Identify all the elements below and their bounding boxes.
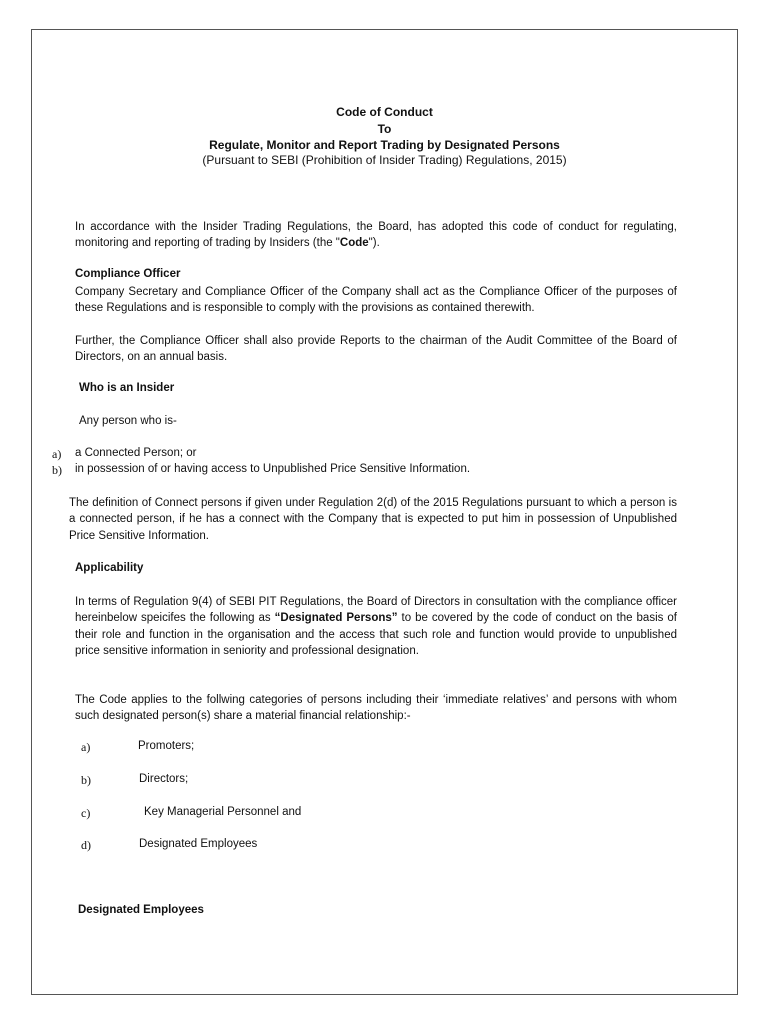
insider-item-marker: a)	[52, 447, 62, 461]
intro-bold-code: Code	[339, 237, 369, 250]
category-text: Directors;	[139, 773, 189, 785]
applicability-paragraph	[75, 594, 677, 659]
category-text: Key Managerial Personnel and	[144, 806, 302, 818]
category-marker: a)	[81, 740, 91, 754]
designated-employees-heading: Designated Employees	[78, 904, 204, 916]
doc-subtitle: (Pursuant to SEBI (Prohibition of Insider Trading) Regulations, 2015)	[202, 153, 567, 167]
designated-persons-bold: “Designated Persons”	[274, 612, 398, 625]
doc-title-line-3: Regulate, Monitor and Report Trading by Designated Persons	[209, 138, 560, 152]
compliance-officer-paragraph-1: Company Secretary and Compliance Officer of the Company shall act as the Compliance Officer of the purposes of these Regulations and is responsible to comply with the provisions as contained therewith.	[75, 286, 677, 315]
intro-text: In accordance with the Insider Trading Regulations, the Board, has adopted this code of conduct for regulating, monitoring and reporting of trading by Insiders (the "	[75, 221, 677, 250]
insider-item-text: a Connected Person; or	[75, 447, 197, 459]
category-marker: b)	[81, 773, 91, 787]
insider-heading: Who is an Insider	[79, 382, 175, 394]
insider-item-text: in possession of or having access to Unpublished Price Sensitive Information.	[75, 463, 471, 475]
doc-title-line-2: To	[377, 122, 392, 136]
category-marker: c)	[81, 806, 91, 820]
category-text: Promoters;	[138, 740, 195, 752]
insider-item-marker: b)	[52, 463, 62, 477]
intro-text-end: ").	[368, 237, 380, 250]
compliance-officer-paragraph-2: Further, the Compliance Officer shall also provide Reports to the chairman of the Audit Committee of the Board of Directors, on an annual basis.	[75, 335, 677, 364]
applicability-text: In terms of Regulation 9(4) of SEBI PIT Regulations, the Board of Directors in consultation with the compliance officer hereinbelow speicifes the following as	[75, 596, 677, 625]
applicability-text-end: to be covered by the code of conduct on the basis of their role and function in the organisation and the access that such role and function would provide to unpublished price sensitive information in seniority and professional designation.	[75, 612, 677, 657]
category-marker: d)	[81, 838, 91, 852]
doc-title-line-1: Code of Conduct	[336, 105, 433, 119]
compliance-officer-heading: Compliance Officer	[75, 268, 181, 280]
insider-lead: Any person who is-	[79, 415, 177, 427]
intro-paragraph	[75, 219, 677, 252]
applicability-heading: Applicability	[75, 562, 144, 574]
connected-person-definition: The definition of Connect persons if given under Regulation 2(d) of the 2015 Regulations pursuant to which a person is a connected person, if he has a connect with the Company that is expected to put him in possession of Unpublished Price Sensitive Information.	[69, 497, 677, 542]
category-text: Designated Employees	[139, 838, 258, 850]
categories-intro: The Code applies to the follwing categories of persons including their ‘immediate relatives’ and persons with whom such designated person(s) share a material financial relationship:-	[75, 694, 677, 723]
